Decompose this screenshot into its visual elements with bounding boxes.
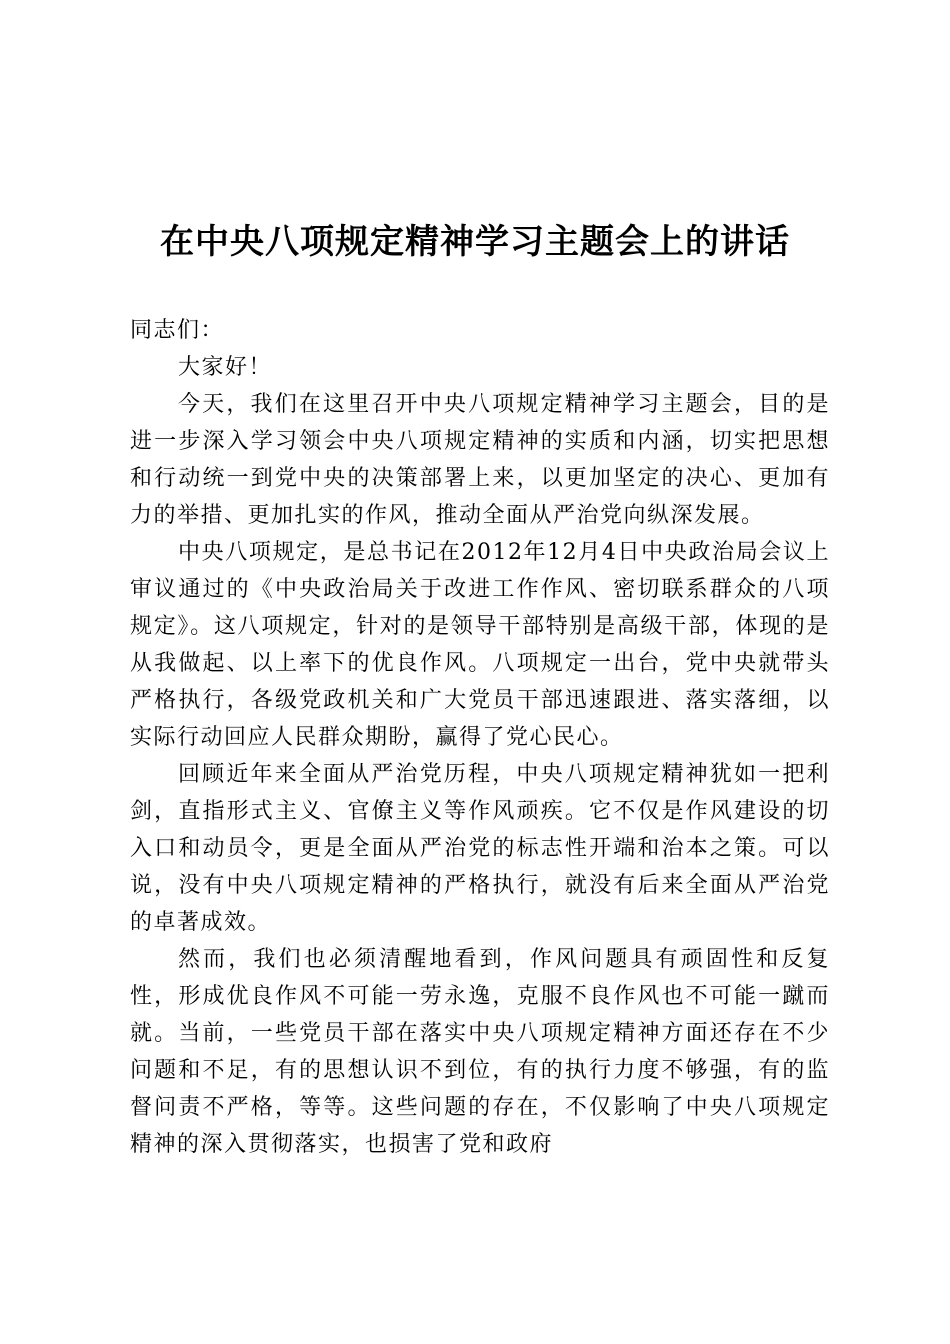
paragraph-problems: 然而，我们也必须清醒地看到，作风问题具有顽固性和反复性，形成优良作风不可能一劳永逸，克服不良作风也不可能一蹴而就。当前，一些党员干部在落实中央八项规定精神方面还存在不少问题和不足，有的思想认识不到位，有的执行力度不够强，有的监督问责不严格，等等。这些问题的存在，不仅影响了中央八项规定精神的深入贯彻落实，也损害了党和政府 <box>130 947 830 1157</box>
paragraph-greeting: 大家好！ <box>178 355 273 380</box>
paragraph-background: 中央八项规定，是总书记在2012年12月4日中央政治局会议上审议通过的《中央政治局关于改进工作作风、密切联系群众的八项规定》。这八项规定，针对的是领导干部特别是高级干部，体现的是从我做起、以上率下的优良作风。八项规定一出台，党中央就带头严格执行，各级党政机关和广大党员干部迅速跟进、落实落细，以实际行动回应人民群众期盼，赢得了党心民心。 <box>130 540 830 750</box>
speech-body <box>130 312 830 1163</box>
paragraph-intro: 今天，我们在这里召开中央八项规定精神学习主题会，目的是进一步深入学习领会中央八项规定精神的实质和内涵，切实把思想和行动统一到党中央的决策部署上来，以更加坚定的决心、更加有力的举措、更加扎实的作风，推动全面从严治党向纵深发展。 <box>130 392 830 528</box>
salutation: 同志们： <box>130 318 225 343</box>
page-title: 在中央八项规定精神学习主题会上的讲话 <box>160 222 790 262</box>
paragraph-review: 回顾近年来全面从严治党历程，中央八项规定精神犹如一把利剑，直指形式主义、官僚主义等作风顽疾。它不仅是作风建设的切入口和动员令，更是全面从严治党的标志性开端和治本之策。可以说，没有中央八项规定精神的严格执行，就没有后来全面从严治党的卓著成效。 <box>130 762 830 935</box>
